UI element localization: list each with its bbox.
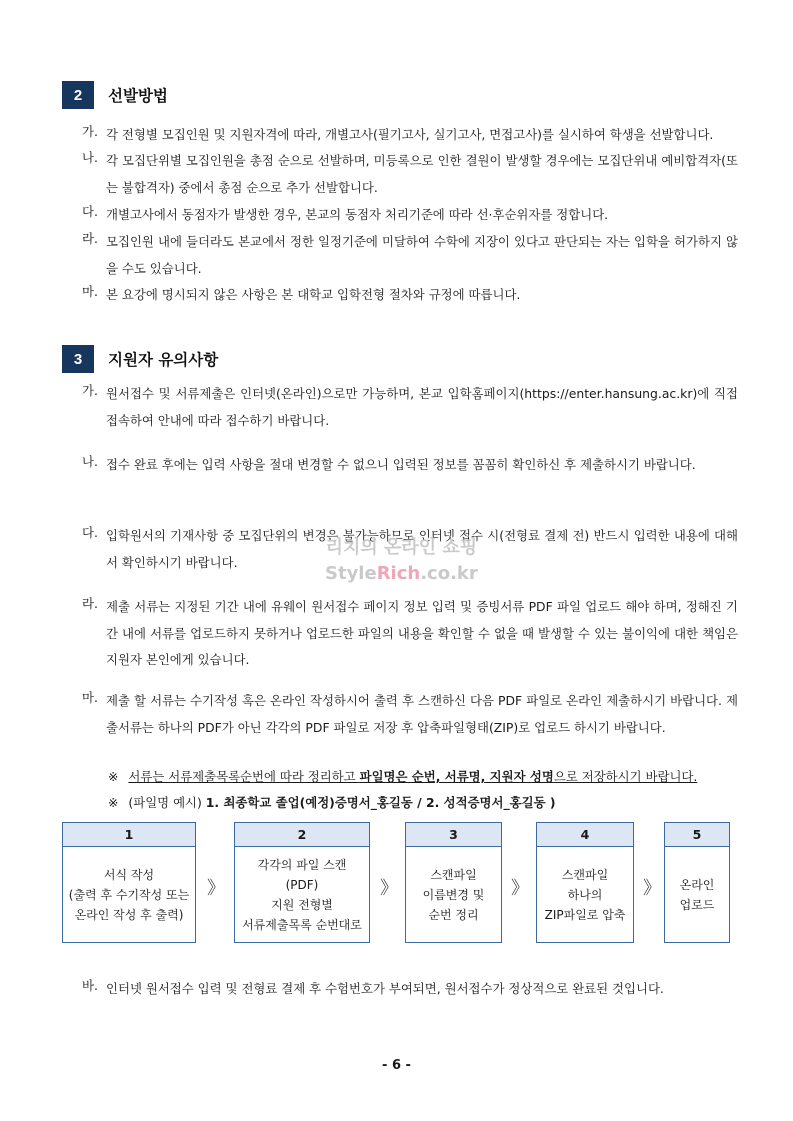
s2-item-ga <box>82 122 738 149</box>
section-3-number: 3 <box>62 345 94 373</box>
item-text: 모집인원 내에 들더라도 본교에서 정한 일정기준에 미달하여 수학에 지장이 있다고 판단되는 자는 입학을 허가하지 않을 수도 있습니다. <box>106 234 738 276</box>
item-marker: 가. <box>82 383 98 398</box>
watermark <box>325 535 478 587</box>
flow-step-text: 각각의 파일 스캔 (PDF) 지원 전형별 서류제출목록 순번대로 <box>242 858 362 932</box>
item-marker: 다. <box>82 525 98 540</box>
filename-example-note <box>108 790 748 816</box>
item-marker: 다. <box>82 204 98 219</box>
item-text: 각 전형별 모집인원 및 지원자격에 따라, 개별고사(필기고사, 실기고사, 면접고사)를 실시하여 학생을 선발합니다. <box>106 127 714 142</box>
item-marker: 바. <box>82 978 98 993</box>
flow-step-1 <box>62 822 196 943</box>
s3-item-ma <box>82 688 738 741</box>
flow-step-number: 4 <box>537 823 633 847</box>
watermark-part: Rich <box>376 563 421 584</box>
s2-item-ma <box>82 282 738 309</box>
flow-step-text: 스캔파일 하나의 ZIP파일로 압축 <box>544 868 626 922</box>
flow-step-number: 2 <box>235 823 369 847</box>
item-marker: 나. <box>82 454 98 469</box>
item-text: 본 요강에 명시되지 않은 사항은 본 대학교 입학전형 절차와 규정에 따릅니다. <box>106 287 521 302</box>
flow-arrow-icon: 》 <box>380 878 398 899</box>
item-text: 인터넷 원서접수 입력 및 전형료 결제 후 수험번호가 부여되면, 원서접수가 정상적으로 완료된 것입니다. <box>106 981 664 996</box>
s3-item-ga <box>82 381 738 434</box>
s2-item-na <box>82 148 738 201</box>
item-marker: 라. <box>82 596 98 611</box>
flow-step-text: 온라인 업로드 <box>679 878 715 912</box>
s2-item-ra <box>82 229 738 282</box>
flow-step-4 <box>536 822 634 943</box>
item-marker: 나. <box>82 150 98 165</box>
item-text: 입학원서의 기재사항 중 모집단위의 변경은 불가능하므로 인터넷 접수 시(전형료 결제 전) 반드시 입력한 내용에 대해서 확인하시기 바랍니다. <box>106 528 738 570</box>
section-2-title: 선발방법 <box>108 87 168 105</box>
note-plain-text: 서류는 서류제출목록순번에 따라 정리하고 <box>128 769 360 784</box>
item-text: 개별고사에서 동점자가 발생한 경우, 본교의 동점자 처리기준에 따라 선·후순위자를 정합니다. <box>106 207 609 222</box>
item-marker: 마. <box>82 690 98 705</box>
item-text: 원서접수 및 서류제출은 인터넷(온라인)으로만 가능하며, 본교 입학홈페이지(https://enter.hansung.ac.kr)에 직접 접속하여 안내에 따라 접수하기 바랍니다. <box>106 386 738 428</box>
item-text: 접수 완료 후에는 입력 사항을 절대 변경할 수 없으니 입력된 정보를 꼼꼼히 확인하신 후 제출하시기 바랍니다. <box>106 457 696 472</box>
item-text: 제출 할 서류는 수기작성 혹은 온라인 작성하시어 출력 후 스캔하신 다음 PDF 파일로 온라인 제출하시기 바랍니다. 제출서류는 하나의 PDF가 아닌 각각의 PDF 파일로 저장 후 압축파일형태(ZIP)로 업로드 하시기 바랍니다. <box>106 693 738 735</box>
flow-step-number: 3 <box>406 823 501 847</box>
flow-step-text: 스캔파일 이름변경 및 순번 정리 <box>422 868 485 922</box>
flow-step-number: 1 <box>63 823 195 847</box>
item-marker: 가. <box>82 124 98 139</box>
s3-item-ra <box>82 594 738 674</box>
reference-mark: ※ <box>108 795 119 810</box>
watermark-part: Style <box>325 563 377 584</box>
watermark-part: .co.kr <box>420 563 478 584</box>
flow-step-2 <box>234 822 370 943</box>
section-2-number: 2 <box>62 81 94 109</box>
flow-arrow-icon: 》 <box>511 878 529 899</box>
note-bold-text: 파일명은 순번, 서류명, 지원자 성명 <box>359 769 554 784</box>
item-text: 각 모집단위별 모집인원을 총점 순으로 선발하며, 미등록으로 인한 결원이 발생할 경우에는 모집단위내 예비합격자(또는 불합격자) 중에서 총점 순으로 추가 선발합니다. <box>106 153 738 195</box>
section-2-header <box>62 81 168 109</box>
filename-note <box>108 764 748 790</box>
page-number: - 6 - <box>382 1058 411 1073</box>
flow-arrow-icon: 》 <box>207 878 225 899</box>
flow-arrow-icon: 》 <box>643 878 661 899</box>
section-3-header <box>62 345 218 373</box>
s3-item-na <box>82 452 738 479</box>
watermark-line1: 리치의 온라인 쇼핑 <box>325 537 478 558</box>
item-text: 제출 서류는 지정된 기간 내에 유웨이 원서접수 페이지 정보 입력 및 증빙서류 PDF 파일 업로드 해야 하며, 정해진 기간 내에 서류를 업로드하지 못하거나 업로드한 파일의 내용을 확인할 수 없을 때 발생할 수 있는 불이익에 대한 책임은 지원자 본인에게 있습니다. <box>106 599 738 667</box>
reference-mark: ※ <box>108 769 119 784</box>
flow-step-3 <box>405 822 502 943</box>
item-marker: 라. <box>82 231 98 246</box>
s3-item-ba <box>82 976 738 1003</box>
watermark-line2 <box>325 561 478 587</box>
note-underlined <box>128 769 697 784</box>
s2-item-da <box>82 202 738 229</box>
flow-step-5 <box>664 822 730 943</box>
flow-step-text: 서식 작성 (출력 후 수기작성 또는 온라인 작성 후 출력) <box>68 868 190 922</box>
flow-step-number: 5 <box>665 823 729 847</box>
example-text: 1. 최종학교 졸업(예정)증명서_홍길동 / 2. 성적증명서_홍길동 ) <box>205 795 556 810</box>
item-marker: 마. <box>82 284 98 299</box>
note-tail-text: 으로 저장하시기 바랍니다. <box>553 769 698 784</box>
section-3-title: 지원자 유의사항 <box>108 351 219 369</box>
example-label: (파일명 예시) <box>128 795 206 810</box>
